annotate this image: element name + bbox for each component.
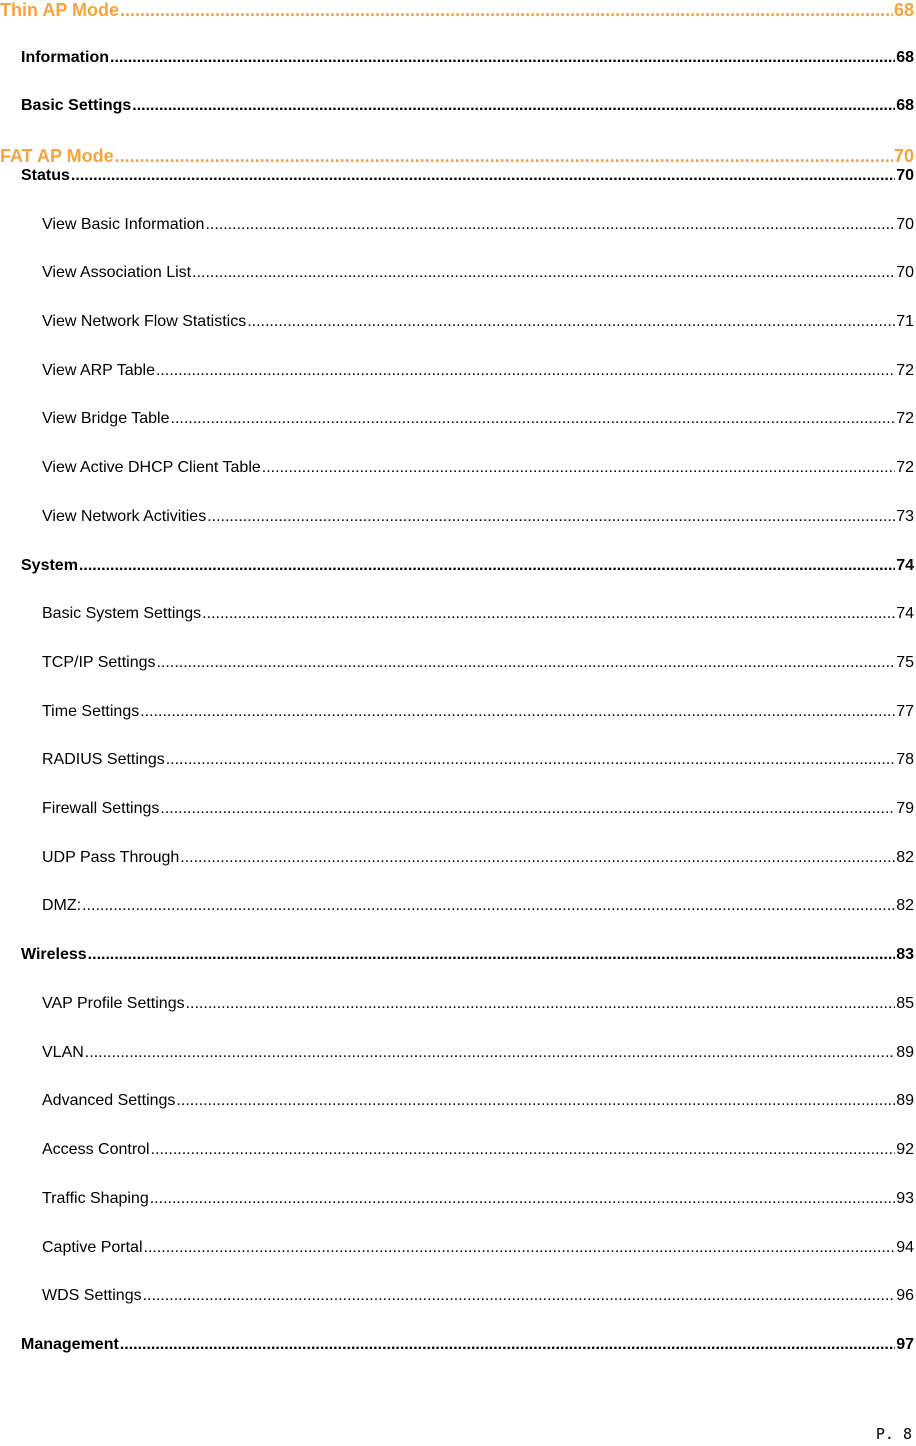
toc-entry-title: DMZ:: [42, 897, 82, 914]
toc-entry-title: Firewall Settings: [42, 800, 160, 817]
toc-entry-title: Captive Portal: [42, 1239, 143, 1256]
dot-leader: [71, 165, 895, 187]
toc-entry-title: Time Settings: [42, 703, 140, 720]
toc-entry-page: 93: [896, 1190, 914, 1207]
dot-leader: [132, 95, 895, 117]
dot-leader: [247, 311, 895, 333]
toc-entry-page: 70: [896, 167, 914, 184]
dot-leader: [140, 701, 895, 723]
toc-entry-title: VAP Profile Settings: [42, 995, 185, 1012]
dot-leader: [85, 1042, 895, 1064]
toc-entry-page: 74: [896, 557, 914, 574]
toc-entry[interactable]: [42, 214, 914, 236]
dot-leader: [143, 1285, 896, 1307]
toc-entry[interactable]: [42, 262, 914, 284]
toc-entry-title: Access Control: [42, 1141, 150, 1158]
toc-entry-page: 79: [896, 800, 914, 817]
toc-entry-page: 68: [893, 0, 914, 20]
toc-entry[interactable]: [21, 95, 914, 117]
toc-entry-title: TCP/IP Settings: [42, 654, 156, 671]
toc-entry[interactable]: [21, 47, 914, 69]
toc-entry-page: 72: [896, 362, 914, 379]
toc-entry-title: View Active DHCP Client Table: [42, 459, 261, 476]
toc-entry-title: FAT AP Mode: [0, 146, 114, 166]
toc-entry-page: 72: [896, 459, 914, 476]
toc-entry[interactable]: [42, 847, 914, 869]
toc-entry[interactable]: [42, 1139, 914, 1161]
toc-entry-page: 82: [896, 849, 914, 866]
toc-entry-title: Wireless: [21, 946, 87, 963]
toc-entry[interactable]: [42, 701, 914, 723]
toc-entry-page: 78: [896, 751, 914, 768]
toc-entry-page: 70: [896, 216, 914, 233]
dot-leader: [151, 1139, 896, 1161]
dot-leader: [150, 1188, 895, 1210]
toc-entry[interactable]: [42, 798, 914, 820]
toc-entry[interactable]: [42, 993, 914, 1015]
toc-entry-page: 85: [896, 995, 914, 1012]
toc-entry-title: Basic Settings: [21, 97, 132, 114]
toc-entry[interactable]: [42, 1237, 914, 1259]
toc-entry[interactable]: [21, 1334, 914, 1356]
toc-entry-page: 89: [896, 1092, 914, 1109]
toc-entry-page: 72: [896, 410, 914, 427]
dot-leader: [157, 652, 896, 674]
dot-leader: [79, 555, 895, 577]
toc-entry-page: 68: [896, 97, 914, 114]
toc-entry-title: WDS Settings: [42, 1287, 142, 1304]
toc-entry-page: 89: [896, 1044, 914, 1061]
page-number-footer: P. 8: [875, 1425, 912, 1443]
dot-leader: [207, 506, 895, 528]
toc-entry-page: 97: [896, 1336, 914, 1353]
toc-entry[interactable]: [42, 506, 914, 528]
toc-entry-title: View Bridge Table: [42, 410, 170, 427]
toc-entry[interactable]: [42, 360, 914, 382]
toc-entry-page: 71: [896, 313, 914, 330]
dot-leader: [205, 214, 895, 236]
toc-entry[interactable]: [0, 0, 914, 22]
toc-entry-title: View Basic Information: [42, 216, 205, 233]
toc-entry-page: 75: [896, 654, 914, 671]
toc-entry-title: VLAN: [42, 1044, 84, 1061]
toc-entry[interactable]: [42, 1042, 914, 1064]
dot-leader: [120, 0, 893, 22]
toc-entry[interactable]: [42, 1090, 914, 1112]
dot-leader: [160, 798, 895, 820]
toc-entry[interactable]: [42, 311, 914, 333]
dot-leader: [186, 993, 896, 1015]
toc-entry[interactable]: [21, 555, 914, 577]
dot-leader: [110, 47, 895, 69]
toc-entry-title: View Association List: [42, 264, 192, 281]
toc-entry-title: System: [21, 557, 78, 574]
toc-entry[interactable]: [42, 1188, 914, 1210]
toc-entry-title: View Network Flow Statistics: [42, 313, 247, 330]
toc-entry-page: 82: [896, 897, 914, 914]
toc-entry-page: 96: [896, 1287, 914, 1304]
dot-leader: [166, 749, 895, 771]
dot-leader: [192, 262, 895, 284]
toc-entry-title: Traffic Shaping: [42, 1190, 149, 1207]
toc-entry-title: Management: [21, 1336, 119, 1353]
toc-entry-page: 70: [896, 264, 914, 281]
toc-entry-title: RADIUS Settings: [42, 751, 165, 768]
toc-entry-title: Information: [21, 49, 109, 66]
toc-entry[interactable]: [42, 1285, 914, 1307]
toc-entry[interactable]: [42, 457, 914, 479]
toc-entry-page: 70: [893, 146, 914, 166]
toc-entry-page: 92: [896, 1141, 914, 1158]
toc-entry-page: 77: [896, 703, 914, 720]
toc-entry-title: Thin AP Mode: [0, 0, 119, 20]
toc-entry[interactable]: [42, 408, 914, 430]
toc-entry-page: 73: [896, 508, 914, 525]
toc-entry[interactable]: [21, 165, 914, 187]
dot-leader: [156, 360, 895, 382]
toc-entry-title: View ARP Table: [42, 362, 155, 379]
toc-entry-page: 83: [896, 946, 914, 963]
toc-entry-title: View Network Activities: [42, 508, 207, 525]
toc-entry-page: 68: [896, 49, 914, 66]
dot-leader: [180, 847, 895, 869]
toc-entry-title: UDP Pass Through: [42, 849, 180, 866]
dot-leader: [88, 944, 896, 966]
dot-leader: [262, 457, 895, 479]
toc-entry[interactable]: [42, 895, 914, 917]
toc-entry[interactable]: [42, 749, 914, 771]
toc-entry-title: Advanced Settings: [42, 1092, 176, 1109]
dot-leader: [120, 1334, 895, 1356]
toc-entry-title: Basic System Settings: [42, 605, 202, 622]
toc-entry-page: 74: [896, 605, 914, 622]
toc-entry[interactable]: [42, 603, 914, 625]
dot-leader: [82, 895, 895, 917]
toc-entry-title: Status: [21, 167, 70, 184]
dot-leader: [171, 408, 896, 430]
dot-leader: [144, 1237, 896, 1259]
toc-entry[interactable]: [42, 652, 914, 674]
dot-leader: [202, 603, 895, 625]
dot-leader: [176, 1090, 895, 1112]
toc-entry[interactable]: [21, 944, 914, 966]
toc-entry-page: 94: [896, 1239, 914, 1256]
